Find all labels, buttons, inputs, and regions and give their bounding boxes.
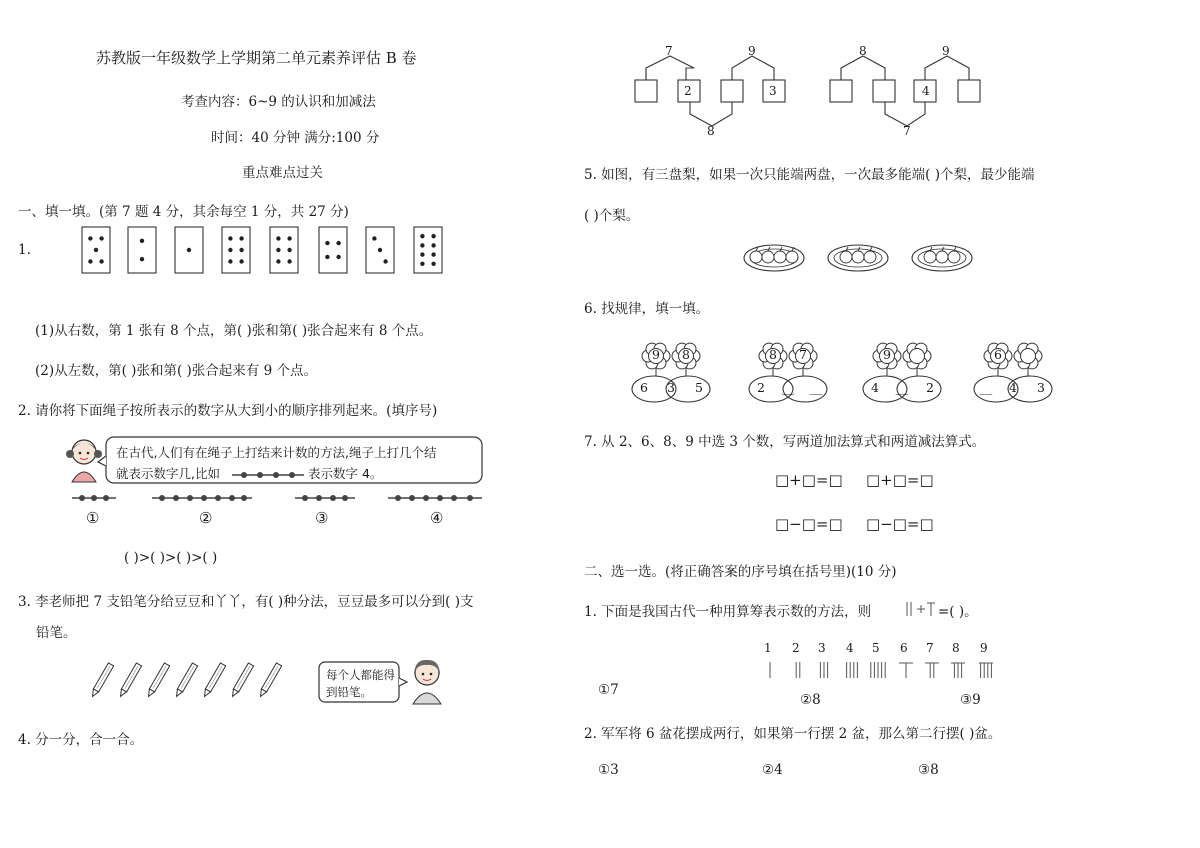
s2-q2-option-2[interactable]: ②4 [762, 762, 783, 778]
bubble-line2-start: 就表示数字几,比如 [116, 466, 220, 481]
card-dot [431, 234, 435, 238]
rod-number: 7 [926, 641, 934, 655]
example-rope-4-knots [232, 469, 304, 481]
dot-card [175, 227, 203, 273]
q7-sub1[interactable]: □−□=□ [775, 515, 843, 533]
tree2-top-left: 8 [859, 44, 867, 58]
s2-q2-option-3[interactable]: ③8 [918, 762, 939, 778]
pencil [90, 663, 114, 698]
pear [762, 251, 774, 263]
rod-number: 9 [980, 641, 988, 655]
pear-plates [742, 240, 992, 276]
card-dot [239, 259, 243, 263]
flower [903, 343, 931, 369]
tree2-box3: 4 [922, 84, 930, 98]
dot-cards [80, 225, 460, 277]
tree2-bottom: 7 [903, 124, 911, 138]
pear [840, 251, 852, 263]
dot-card [319, 227, 347, 273]
dot-card [414, 227, 442, 273]
set-middle-value: 3 [667, 380, 675, 395]
rope-label-2: ② [199, 509, 213, 527]
s2-q1-option-2[interactable]: ②8 [800, 692, 821, 708]
dot-card [82, 227, 110, 273]
counting-rod [796, 662, 800, 678]
section2-heading: 二、选一选。(将正确答案的序号填在括号里)(10 分) [584, 564, 897, 580]
section-subtitle: 重点难点过关 [242, 165, 323, 181]
card-dot [378, 248, 382, 252]
flower-number: 7 [799, 347, 807, 362]
card-dot [94, 248, 98, 252]
pear [924, 251, 936, 263]
card-dot [287, 248, 291, 252]
card-dot [431, 243, 435, 247]
s2-q1-text: 1. 下面是我国古代一种用算筹表示数的方法，则 [584, 604, 872, 620]
flower [1014, 343, 1042, 369]
dot-card [222, 227, 250, 273]
speech-line2: 到铅笔。 [326, 685, 372, 699]
card-dot [325, 241, 329, 245]
pear [936, 251, 948, 263]
s2-q2-text: 2. 军军将 6 盆花摆成两行，如果第一行摆 2 盆，那么第二行摆( )盆。 [584, 726, 1002, 742]
s2-q2-option-1[interactable]: ①3 [598, 762, 619, 778]
card-dot [420, 262, 424, 266]
card-dot [99, 259, 103, 263]
card-dot [228, 259, 232, 263]
set-right-value: 2 [926, 380, 934, 395]
rod-number: 4 [846, 641, 854, 655]
set-left-value: 4 [871, 380, 879, 395]
q7-text: 7. 从 2、6、8、9 中选 3 个数，写两道加法算式和两道减法算式。 [584, 434, 986, 450]
tree1-top-left: 7 [665, 44, 673, 58]
card-dot [325, 255, 329, 259]
pencil [230, 663, 254, 698]
card-dot [372, 236, 376, 240]
counting-rod [847, 662, 858, 678]
rope-label-3: ③ [315, 509, 329, 527]
card-dot [88, 259, 92, 263]
pencil [258, 663, 282, 698]
dot-card [366, 227, 394, 273]
counting-rod [979, 663, 993, 678]
q5-line1: 5. 如图，有三盘梨，如果一次只能端两盘，一次最多能端( )个梨，最少能端 [584, 167, 1035, 183]
flower-number: 8 [769, 347, 777, 362]
time-and-score: 时间：40 分钟 满分:100 分 [211, 130, 380, 146]
card-dot [88, 236, 92, 240]
q2-text: 2. 请你将下面绳子按所表示的数字从大到小的顺序排列起来。(填序号) [18, 403, 438, 419]
card-dot [287, 259, 291, 263]
dot-card [270, 227, 298, 273]
card-dot [140, 239, 144, 243]
card-dot [140, 257, 144, 261]
girl-illustration [64, 436, 104, 484]
rope-4 [388, 492, 482, 504]
q7-sub2[interactable]: □−□=□ [866, 515, 934, 533]
card-dot [420, 243, 424, 247]
rope-label-1: ① [86, 509, 100, 527]
card-dot [239, 236, 243, 240]
set-left-value: 6 [640, 380, 648, 395]
rope-3 [295, 492, 355, 504]
tree1-bottom: 8 [707, 124, 715, 138]
set-right-value: 3 [1037, 380, 1045, 395]
q4-text: 4. 分一分，合一合。 [18, 732, 144, 748]
rod-number: 3 [818, 641, 826, 655]
tree1-box4: 3 [769, 84, 777, 98]
pear [774, 251, 786, 263]
flower-number: 9 [652, 347, 660, 362]
teacher-illustration [407, 658, 447, 704]
counting-rod [951, 663, 965, 678]
card-dot [99, 236, 103, 240]
q1-number: 1. [18, 242, 31, 258]
card-dot [287, 236, 291, 240]
flower-number: 8 [682, 347, 690, 362]
card-dot [420, 234, 424, 238]
set-middle-value: 4 [1009, 380, 1017, 395]
set-left-value: __ [979, 380, 993, 395]
counting-rod [925, 663, 939, 678]
pencils [88, 660, 288, 700]
flower-number: 6 [994, 347, 1002, 362]
q3-line1: 3. 李老师把 7 支铅笔分给豆豆和丫丫，有( )种分法，豆豆最多可以分到( )支 [18, 594, 474, 610]
rod-number: 8 [952, 641, 960, 655]
q2-answer-blanks[interactable]: ( )>( )>( )>( ) [124, 550, 218, 566]
pear [786, 251, 798, 263]
set-left-value: 2 [757, 380, 765, 395]
counting-rods-table [760, 660, 1000, 682]
dot-card [128, 227, 156, 273]
section1-heading: 一、填一填。(第 7 题 4 分，其余每空 1 分，共 27 分) [18, 204, 349, 220]
s2-q1-option-3[interactable]: ③9 [960, 692, 981, 708]
pear [750, 251, 762, 263]
content-scope: 考查内容：6~9 的认识和加减法 [181, 94, 376, 110]
rod-expression [905, 600, 935, 618]
pear-plate [912, 245, 972, 271]
rod-number: 6 [900, 641, 908, 655]
card-dot [420, 252, 424, 256]
s2-q1-option-1[interactable]: ①7 [598, 682, 619, 698]
q6-text: 6. 找规律，填一填。 [584, 301, 710, 317]
q3-line2: 铅笔。 [36, 625, 77, 641]
rope-1 [72, 492, 116, 504]
card-dot [187, 248, 191, 252]
speech-line1: 每个人都能得 [326, 668, 395, 682]
counting-rod [899, 663, 913, 678]
tree1-top-right: 9 [748, 44, 756, 58]
pear [852, 251, 864, 263]
card-dot [276, 236, 280, 240]
bubble-line1: 在古代,人们有在绳子上打结来计数的方法,绳子上打几个结 [116, 445, 437, 460]
card-dot [431, 262, 435, 266]
page-title: 苏教版一年级数学上学期第二单元素养评估 B 卷 [96, 49, 417, 67]
tree1-box2: 2 [684, 84, 692, 98]
q7-add1[interactable]: □+□=□ [775, 471, 843, 489]
rod-number: 5 [872, 641, 880, 655]
card-dot [383, 259, 387, 263]
pencil [146, 663, 170, 698]
rope-label-4: ④ [430, 509, 444, 527]
rope-2 [152, 492, 252, 504]
set-middle-value: __ [781, 380, 795, 395]
set-right-value: 5 [695, 380, 703, 395]
card-dot [228, 236, 232, 240]
rod-number: 2 [792, 641, 800, 655]
flower-number: 9 [883, 347, 891, 362]
pear [948, 251, 960, 263]
pear-plate [828, 245, 888, 271]
card-dot [239, 248, 243, 252]
card-dot [228, 248, 232, 252]
q1-sub2: (2)从左数，第( )张和第( )张合起来有 9 个点。 [35, 363, 317, 379]
counting-rod [820, 662, 827, 678]
rod-number: 1 [764, 641, 772, 655]
set-middle-value: __ [895, 380, 909, 395]
card-dot [276, 248, 280, 252]
set-right-value: __ [809, 380, 823, 395]
card-dot [431, 252, 435, 256]
q5-line2: ( )个梨。 [584, 208, 640, 224]
pencil [118, 663, 142, 698]
pear-plate [744, 245, 804, 271]
pencil [202, 663, 226, 698]
s2-q1-text-end: =( )。 [938, 604, 978, 620]
q1-sub1: (1)从右数，第 1 张有 8 个点，第( )张和第( )张合起来有 8 个点。 [35, 323, 433, 339]
counting-rod [871, 662, 885, 678]
card-dot [276, 259, 280, 263]
q7-add2[interactable]: □+□=□ [866, 471, 934, 489]
bubble-line2-end: 表示数字 4。 [308, 466, 383, 481]
card-dot [336, 241, 340, 245]
pencil [174, 663, 198, 698]
tree2-top-right: 9 [942, 44, 950, 58]
pear [864, 251, 876, 263]
card-dot [336, 255, 340, 259]
